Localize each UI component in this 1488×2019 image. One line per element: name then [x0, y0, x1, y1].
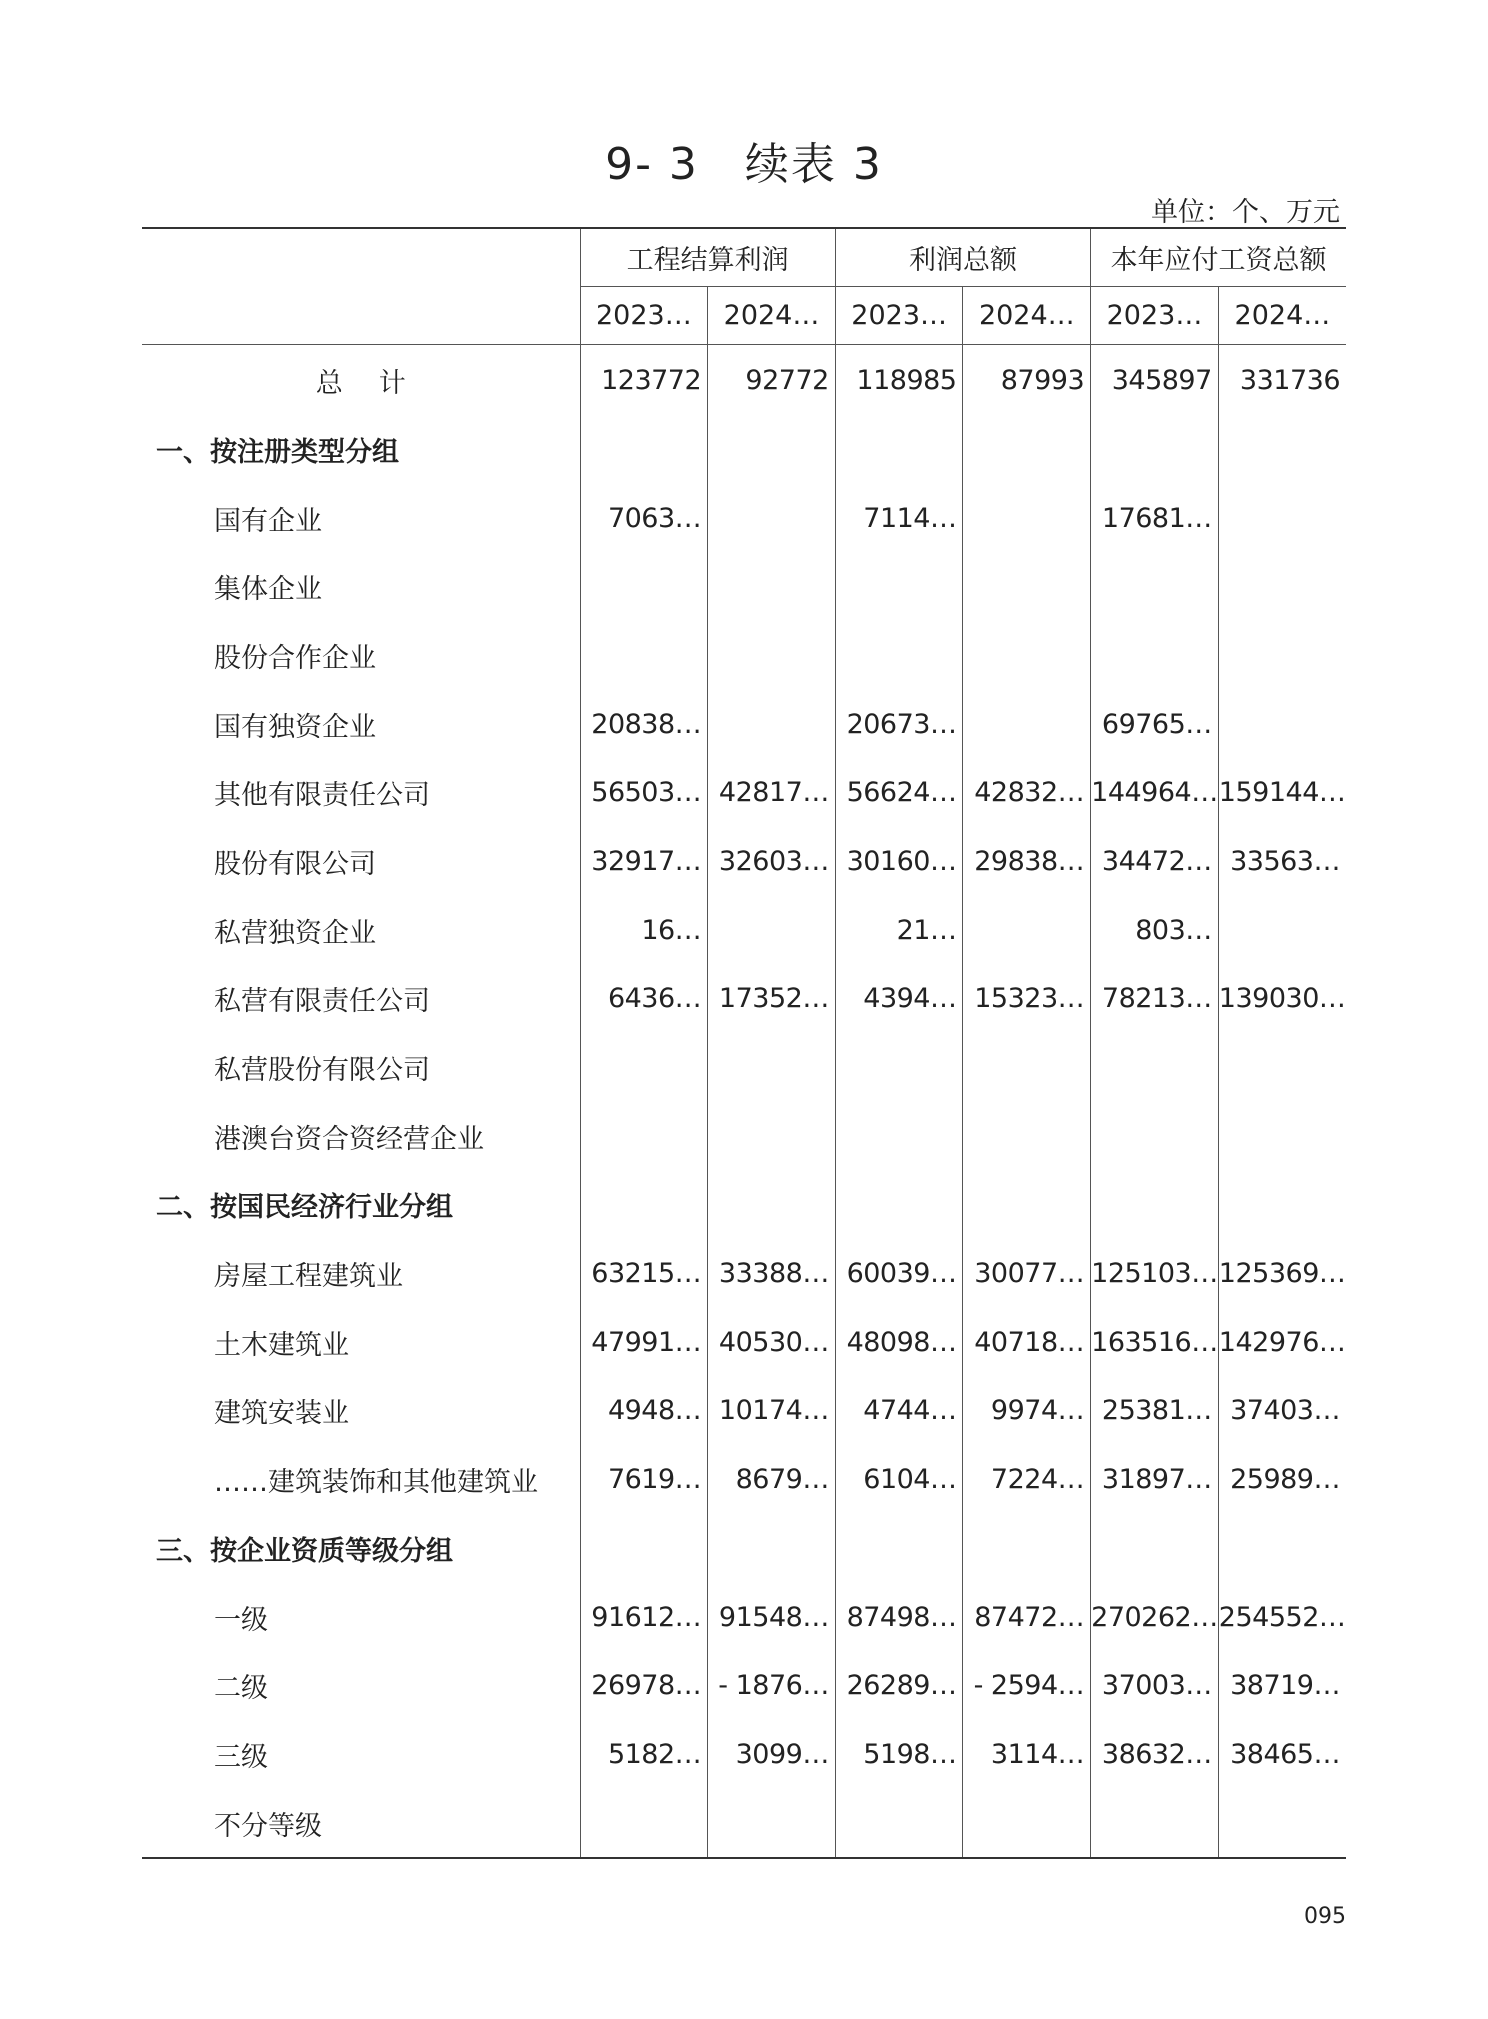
table-row	[142, 1789, 1346, 1859]
value-cell	[708, 1102, 836, 1171]
value-cell	[580, 1102, 708, 1171]
value-cell: 125369…	[1218, 1239, 1346, 1308]
value-cell: 345897	[1091, 345, 1219, 416]
header-group-wages: 本年应付工资总额	[1091, 228, 1346, 287]
value-cell: 7619…	[580, 1445, 708, 1514]
value-cell	[1218, 621, 1346, 690]
row-label: 土木建筑业	[214, 1329, 349, 1361]
value-cell: 4948…	[580, 1377, 708, 1446]
value-cell	[1218, 552, 1346, 621]
value-cell: 123772	[580, 345, 708, 416]
value-cell	[963, 415, 1091, 484]
unit-label: 单位：个、万元	[1151, 197, 1340, 228]
value-cell	[1218, 484, 1346, 553]
value-cell: 56503…	[580, 758, 708, 827]
value-cell: - 2594…	[963, 1651, 1091, 1720]
value-cell	[1218, 1789, 1346, 1859]
row-label: 国有独资企业	[214, 711, 376, 743]
value-cell: 25381…	[1091, 1377, 1219, 1446]
value-cell	[963, 1102, 1091, 1171]
value-cell: 17681…	[1091, 484, 1219, 553]
value-cell: 803…	[1091, 896, 1219, 965]
value-cell: 33563…	[1218, 827, 1346, 896]
value-cell: 42817…	[708, 758, 836, 827]
value-cell	[1091, 1514, 1219, 1583]
value-cell: 37003…	[1091, 1651, 1219, 1720]
value-cell	[835, 1102, 963, 1171]
value-cell	[708, 690, 836, 759]
table-row	[142, 621, 1346, 690]
value-cell: 4394…	[835, 965, 963, 1034]
table-row	[142, 965, 1346, 1034]
value-cell	[963, 896, 1091, 965]
value-cell: 37403…	[1218, 1377, 1346, 1446]
value-cell	[580, 1033, 708, 1102]
header-group-total-profit: 利润总额	[835, 228, 1090, 287]
value-cell: 87498…	[835, 1583, 963, 1652]
value-cell	[580, 552, 708, 621]
row-label: 建筑安装业	[214, 1398, 349, 1430]
value-cell: 7224…	[963, 1445, 1091, 1514]
value-cell: 10174…	[708, 1377, 836, 1446]
value-cell	[963, 1171, 1091, 1240]
value-cell	[1218, 1102, 1346, 1171]
row-label: 二、按国民经济行业分组	[156, 1192, 453, 1224]
table-row	[142, 1102, 1346, 1171]
row-label: 三级	[214, 1741, 268, 1773]
table-row	[142, 1377, 1346, 1446]
value-cell	[1091, 621, 1219, 690]
table-row	[142, 1651, 1346, 1720]
value-cell: 38465…	[1218, 1720, 1346, 1789]
value-cell	[1091, 552, 1219, 621]
header-row-groups	[142, 228, 1346, 287]
value-cell	[835, 1171, 963, 1240]
value-cell: 5182…	[580, 1720, 708, 1789]
table-row	[142, 484, 1346, 553]
value-cell: 40718…	[963, 1308, 1091, 1377]
value-cell: 118985	[835, 345, 963, 416]
value-cell: 38719…	[1218, 1651, 1346, 1720]
value-cell: 159144…	[1218, 758, 1346, 827]
data-table	[142, 227, 1346, 1859]
value-cell	[708, 1514, 836, 1583]
value-cell: 7063…	[580, 484, 708, 553]
value-cell: 20673…	[835, 690, 963, 759]
value-cell	[963, 621, 1091, 690]
page-title: 9- 3 续表 3	[605, 139, 883, 190]
section-row	[142, 1171, 1346, 1240]
value-cell: 3099…	[708, 1720, 836, 1789]
value-cell: 3114…	[963, 1720, 1091, 1789]
value-cell: 32603…	[708, 827, 836, 896]
value-cell	[1091, 1789, 1219, 1859]
value-cell	[835, 621, 963, 690]
section-row	[142, 415, 1346, 484]
value-cell: 40530…	[708, 1308, 836, 1377]
row-label: 股份合作企业	[214, 642, 376, 674]
value-cell	[963, 1033, 1091, 1102]
header-year: 2024…	[1218, 287, 1346, 345]
value-cell	[835, 415, 963, 484]
value-cell: 60039…	[835, 1239, 963, 1308]
table-row	[142, 552, 1346, 621]
value-cell: 15323…	[963, 965, 1091, 1034]
value-cell	[835, 1514, 963, 1583]
value-cell	[708, 415, 836, 484]
value-cell	[963, 690, 1091, 759]
value-cell	[708, 896, 836, 965]
value-cell	[580, 415, 708, 484]
value-cell: 4744…	[835, 1377, 963, 1446]
row-label: 房屋工程建筑业	[214, 1261, 403, 1293]
value-cell: 6436…	[580, 965, 708, 1034]
header-blank-cell	[142, 228, 580, 345]
value-cell: 125103…	[1091, 1239, 1219, 1308]
value-cell: 48098…	[835, 1308, 963, 1377]
value-cell	[1218, 690, 1346, 759]
row-label: 其他有限责任公司	[214, 780, 430, 812]
row-label: 私营独资企业	[214, 917, 376, 949]
page-number: 095	[1304, 1904, 1346, 1929]
table-row	[142, 758, 1346, 827]
value-cell: 87993	[963, 345, 1091, 416]
row-label: 股份有限公司	[214, 848, 376, 880]
row-label: ……建筑装饰和其他建筑业	[214, 1467, 538, 1499]
value-cell	[1218, 896, 1346, 965]
value-cell: 56624…	[835, 758, 963, 827]
value-cell: 331736	[1218, 345, 1346, 416]
row-label: 港澳台资合资经营企业	[214, 1123, 484, 1155]
value-cell	[708, 552, 836, 621]
row-label: 一、按注册类型分组	[156, 436, 399, 468]
value-cell	[708, 484, 836, 553]
value-cell	[708, 1171, 836, 1240]
table-row	[142, 690, 1346, 759]
table-row	[142, 1308, 1346, 1377]
value-cell	[580, 621, 708, 690]
row-label: 总计	[315, 367, 442, 399]
value-cell	[963, 1789, 1091, 1859]
value-cell: 26978…	[580, 1651, 708, 1720]
value-cell	[580, 1514, 708, 1583]
table-row	[142, 1445, 1346, 1514]
value-cell: 8679…	[708, 1445, 836, 1514]
value-cell: 31897…	[1091, 1445, 1219, 1514]
value-cell: 5198…	[835, 1720, 963, 1789]
value-cell: 92772	[708, 345, 836, 416]
table-row	[142, 1239, 1346, 1308]
value-cell: 30160…	[835, 827, 963, 896]
value-cell: 87472…	[963, 1583, 1091, 1652]
value-cell: 63215…	[580, 1239, 708, 1308]
header-year: 2023…	[580, 287, 708, 345]
value-cell	[1091, 1033, 1219, 1102]
value-cell: 78213…	[1091, 965, 1219, 1034]
value-cell: 142976…	[1218, 1308, 1346, 1377]
header-year: 2024…	[708, 287, 836, 345]
header-group-engineering-profit: 工程结算利润	[580, 228, 835, 287]
row-label: 私营股份有限公司	[214, 1055, 430, 1087]
value-cell	[1218, 1033, 1346, 1102]
value-cell	[1091, 415, 1219, 484]
section-row	[142, 1514, 1346, 1583]
value-cell: 38632…	[1091, 1720, 1219, 1789]
value-cell: 42832…	[963, 758, 1091, 827]
value-cell	[708, 621, 836, 690]
value-cell: 26289…	[835, 1651, 963, 1720]
value-cell: 270262…	[1091, 1583, 1219, 1652]
value-cell: 6104…	[835, 1445, 963, 1514]
header-year: 2024…	[963, 287, 1091, 345]
value-cell: 21…	[835, 896, 963, 965]
value-cell: 9974…	[963, 1377, 1091, 1446]
value-cell: 254552…	[1218, 1583, 1346, 1652]
value-cell	[708, 1033, 836, 1102]
header-year: 2023…	[835, 287, 963, 345]
value-cell	[1091, 1171, 1219, 1240]
table-row	[142, 1033, 1346, 1102]
value-cell: 34472…	[1091, 827, 1219, 896]
value-cell: 29838…	[963, 827, 1091, 896]
value-cell	[1218, 415, 1346, 484]
value-cell: 91612…	[580, 1583, 708, 1652]
total-row	[142, 345, 1346, 416]
value-cell: 91548…	[708, 1583, 836, 1652]
row-label: 私营有限责任公司	[214, 986, 430, 1018]
value-cell	[963, 1514, 1091, 1583]
value-cell: 7114…	[835, 484, 963, 553]
value-cell	[835, 552, 963, 621]
row-label: 国有企业	[214, 505, 322, 537]
value-cell: - 1876…	[708, 1651, 836, 1720]
value-cell	[1218, 1514, 1346, 1583]
table-body	[142, 345, 1346, 1859]
value-cell	[708, 1789, 836, 1859]
value-cell	[580, 1171, 708, 1240]
value-cell: 20838…	[580, 690, 708, 759]
value-cell: 144964…	[1091, 758, 1219, 827]
value-cell	[835, 1789, 963, 1859]
value-cell: 16…	[580, 896, 708, 965]
value-cell	[1218, 1171, 1346, 1240]
row-label: 三、按企业资质等级分组	[156, 1535, 453, 1567]
table-row	[142, 896, 1346, 965]
value-cell	[835, 1033, 963, 1102]
value-cell: 25989…	[1218, 1445, 1346, 1514]
value-cell: 163516…	[1091, 1308, 1219, 1377]
value-cell	[963, 484, 1091, 553]
row-label: 二级	[214, 1673, 268, 1705]
value-cell: 32917…	[580, 827, 708, 896]
value-cell: 30077…	[963, 1239, 1091, 1308]
value-cell: 69765…	[1091, 690, 1219, 759]
row-label: 一级	[214, 1604, 268, 1636]
row-label: 集体企业	[214, 574, 322, 606]
header-year: 2023…	[1091, 287, 1219, 345]
value-cell: 47991…	[580, 1308, 708, 1377]
value-cell	[1091, 1102, 1219, 1171]
value-cell	[963, 552, 1091, 621]
value-cell: 139030…	[1218, 965, 1346, 1034]
table-row	[142, 1720, 1346, 1789]
row-label: 不分等级	[214, 1810, 322, 1842]
value-cell: 17352…	[708, 965, 836, 1034]
value-cell	[580, 1789, 708, 1859]
value-cell: 33388…	[708, 1239, 836, 1308]
table-row	[142, 827, 1346, 896]
table-row	[142, 1583, 1346, 1652]
